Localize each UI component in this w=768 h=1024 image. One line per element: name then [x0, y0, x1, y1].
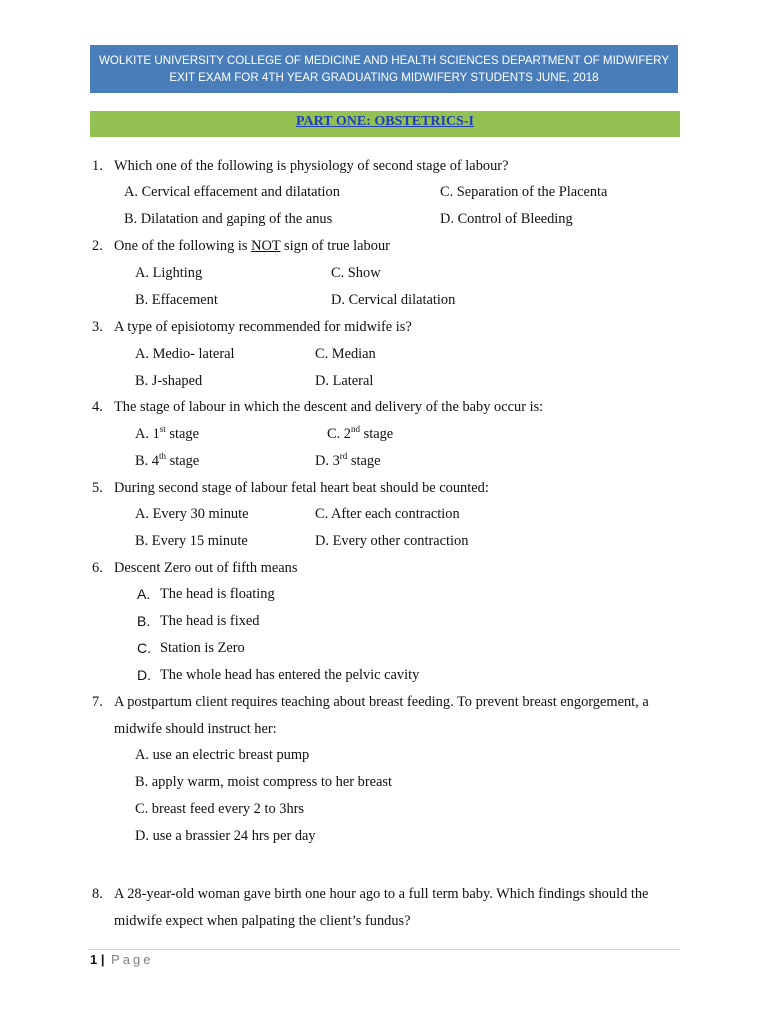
question-8-stem-line-1: A 28-year-old woman gave birth one hour ago to a full term baby. Which findings should the: [114, 886, 649, 902]
question-2-option-c: C. Show: [331, 265, 381, 281]
question-1-stem: Which one of the following is physiology of second stage of labour?: [114, 158, 509, 174]
question-1-option-c: C. Separation of the Placenta: [440, 184, 608, 200]
question-6-letter-d: D.: [137, 667, 151, 683]
question-4-option-b: [135, 452, 199, 470]
question-3-stem: A type of episiotomy recommended for midwife is?: [114, 319, 412, 335]
option-c-suffix: stage: [360, 426, 394, 442]
header-line-2: EXIT EXAM FOR 4TH YEAR GRADUATING MIDWIFERY STUDENTS JUNE, 2018: [169, 71, 599, 84]
question-7-option-c: C. breast feed every 2 to 3hrs: [135, 801, 305, 817]
question-8-stem-line-2: midwife expect when palpating the client’s fundus?: [114, 913, 411, 929]
question-4-stem: The stage of labour in which the descent and delivery of the baby occur is:: [114, 399, 544, 415]
question-3-option-d: D. Lateral: [315, 373, 374, 389]
question-2-option-d: D. Cervical dilatation: [331, 292, 456, 308]
question-3-option-b: B. J-shaped: [135, 373, 203, 389]
question-3-option-c: C. Median: [315, 346, 376, 362]
question-1-number: 1.: [92, 158, 103, 174]
question-7-stem-line-2: midwife should instruct her:: [114, 721, 277, 737]
page-word: Page: [111, 952, 154, 967]
question-7-stem-line-1: A postpartum client requires teaching about breast feeding. To prevent breast engorgement, a: [114, 694, 649, 710]
question-2-stem-emphasis: NOT: [251, 238, 281, 254]
page-footer: [90, 952, 154, 967]
question-4-number: 4.: [92, 399, 103, 415]
option-c-ordinal: nd: [351, 424, 360, 435]
question-5-stem: During second stage of labour fetal heart beat should be counted:: [114, 480, 489, 496]
question-7-option-b: B. apply warm, moist compress to her breast: [135, 774, 392, 790]
question-6-letter-c: C.: [137, 640, 151, 656]
option-b-suffix: stage: [166, 453, 200, 469]
question-6-letter-a: A.: [137, 586, 151, 602]
question-1-option-a: A. Cervical effacement and dilatation: [124, 184, 340, 200]
question-5-option-a: A. Every 30 minute: [135, 506, 249, 522]
question-2-stem-post: sign of true labour: [280, 238, 390, 254]
question-2-stem: [114, 237, 390, 255]
question-4-option-a: [135, 425, 199, 443]
question-5-option-c: C. After each contraction: [315, 506, 460, 522]
question-7-option-a: A. use an electric breast pump: [135, 747, 310, 763]
question-6-option-c: Station is Zero: [160, 640, 245, 656]
question-5-option-b: B. Every 15 minute: [135, 533, 248, 549]
question-6-letter-b: B.: [137, 613, 151, 629]
question-2-stem-pre: One of the following is: [114, 238, 252, 254]
option-d-suffix: stage: [347, 453, 381, 469]
question-6-option-d: The whole head has entered the pelvic cavity: [160, 667, 420, 683]
question-6-option-b: The head is fixed: [160, 613, 260, 629]
question-2-number: 2.: [92, 238, 103, 254]
question-7-number: 7.: [92, 694, 103, 710]
question-6-option-a: The head is floating: [160, 586, 275, 602]
option-c-prefix: C. 2: [327, 426, 351, 442]
exam-header: [90, 45, 678, 93]
option-a-suffix: stage: [165, 426, 199, 442]
question-6-number: 6.: [92, 560, 103, 576]
option-b-prefix: B. 4: [135, 453, 159, 469]
page-separator: |: [100, 952, 105, 967]
part-title-banner: [90, 111, 680, 137]
question-2-option-a: A. Lighting: [135, 265, 203, 281]
footer-divider: [88, 949, 680, 950]
question-4-option-d: [315, 452, 380, 470]
question-8-number: 8.: [92, 886, 103, 902]
option-a-prefix: A. 1: [135, 426, 160, 442]
option-d-prefix: D. 3: [315, 453, 340, 469]
part-title: PART ONE: OBSTETRICS-I: [296, 114, 474, 129]
question-2-option-b: B. Effacement: [135, 292, 218, 308]
option-d-ordinal: rd: [339, 451, 348, 462]
question-3-option-a: A. Medio- lateral: [135, 346, 235, 362]
question-4-option-c: [327, 425, 393, 443]
option-b-ordinal: th: [159, 451, 167, 462]
question-5-number: 5.: [92, 480, 103, 496]
page-number: 1: [90, 952, 98, 967]
header-line-1: WOLKITE UNIVERSITY COLLEGE OF MEDICINE AND HEALTH SCIENCES DEPARTMENT OF MIDWIFERY: [98, 54, 670, 67]
question-7-option-d: D. use a brassier 24 hrs per day: [135, 828, 316, 844]
option-a-ordinal: st: [159, 424, 166, 435]
question-1-option-b: B. Dilatation and gaping of the anus: [124, 211, 333, 227]
question-1-option-d: D. Control of Bleeding: [440, 211, 573, 227]
question-5-option-d: D. Every other contraction: [315, 533, 469, 549]
question-3-number: 3.: [92, 319, 103, 335]
question-6-stem: Descent Zero out of fifth means: [114, 560, 298, 576]
